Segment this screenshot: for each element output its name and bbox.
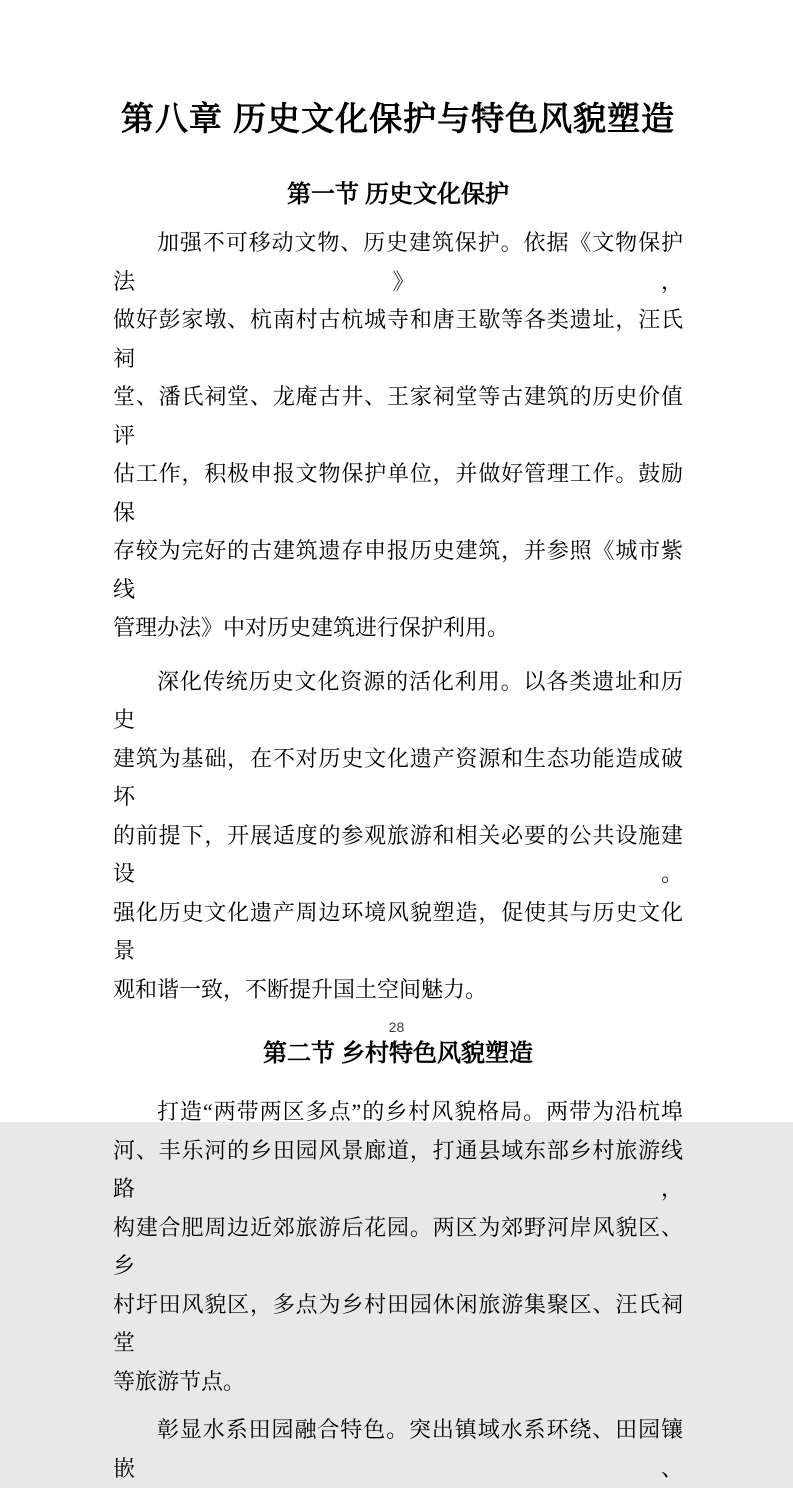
body-line: 建筑为基础，在不对历史文化遗产资源和生态功能造成破坏 [113,745,683,809]
paragraph-2 [113,663,683,1010]
body-line: 河、丰乐河的乡田园风景廊道，打通县域东部乡村旅游线路， [113,1137,683,1201]
body-line: 村圩田风貌区，多点为乡村田园休闲旅游集聚区、汪氏祠堂 [113,1291,683,1355]
body-line: 估工作，积极申报文物保护单位，并做好管理工作。鼓励保 [113,461,683,525]
body-line: 存较为完好的古建筑遗存申报历史建筑，并参照《城市紫线 [113,538,683,602]
body-line: 等旅游节点。 [113,1368,246,1394]
body-line: 强化历史文化遗产周边环境风貌塑造，促使其与历史文化景 [113,899,683,963]
body-line: 打造“两带两区多点”的乡村风貌格局。两带为沿杭埠 [157,1099,683,1124]
body-line: 做好彭家墩、杭南村古杭城寺和唐王歇等各类遗址，汪氏祠 [113,307,683,371]
body-line: 彰显水系田园融合特色。突出镇域水系环绕、田园镶嵌、 [113,1417,683,1481]
body-line: 堂、潘氏祠堂、龙庵古井、王家祠堂等古建筑的历史价值评 [113,384,683,448]
paragraph-4 [113,1411,683,1488]
body-line: 加强不可移动文物、历史建筑保护。依据《文物保护法》， [113,230,683,294]
body-line: 深化传统历史文化资源的活化利用。以各类遗址和历史 [113,668,683,732]
paragraph-3 [113,1093,683,1401]
body-line: 观和谐一致，不断提升国土空间魅力。 [113,976,488,1002]
paragraph-1 [113,224,683,648]
page-content [113,0,683,1488]
page-number: 28 [388,1019,405,1035]
section-2-heading: 第二节 乡村特色风貌塑造 [263,1041,533,1067]
section-1-heading: 第一节 历史文化保护 [287,182,509,208]
body-line: 管理办法》中对历史建筑进行保护利用。 [113,615,510,640]
body-line: 的前提下，开展适度的参观旅游和相关必要的公共设施建设。 [113,822,683,886]
chapter-title: 第八章 历史文化保护与特色风貌塑造 [120,100,676,137]
body-line: 构建合肥周边近郊旅游后花园。两区为郊野河岸风貌区、乡 [113,1214,683,1278]
